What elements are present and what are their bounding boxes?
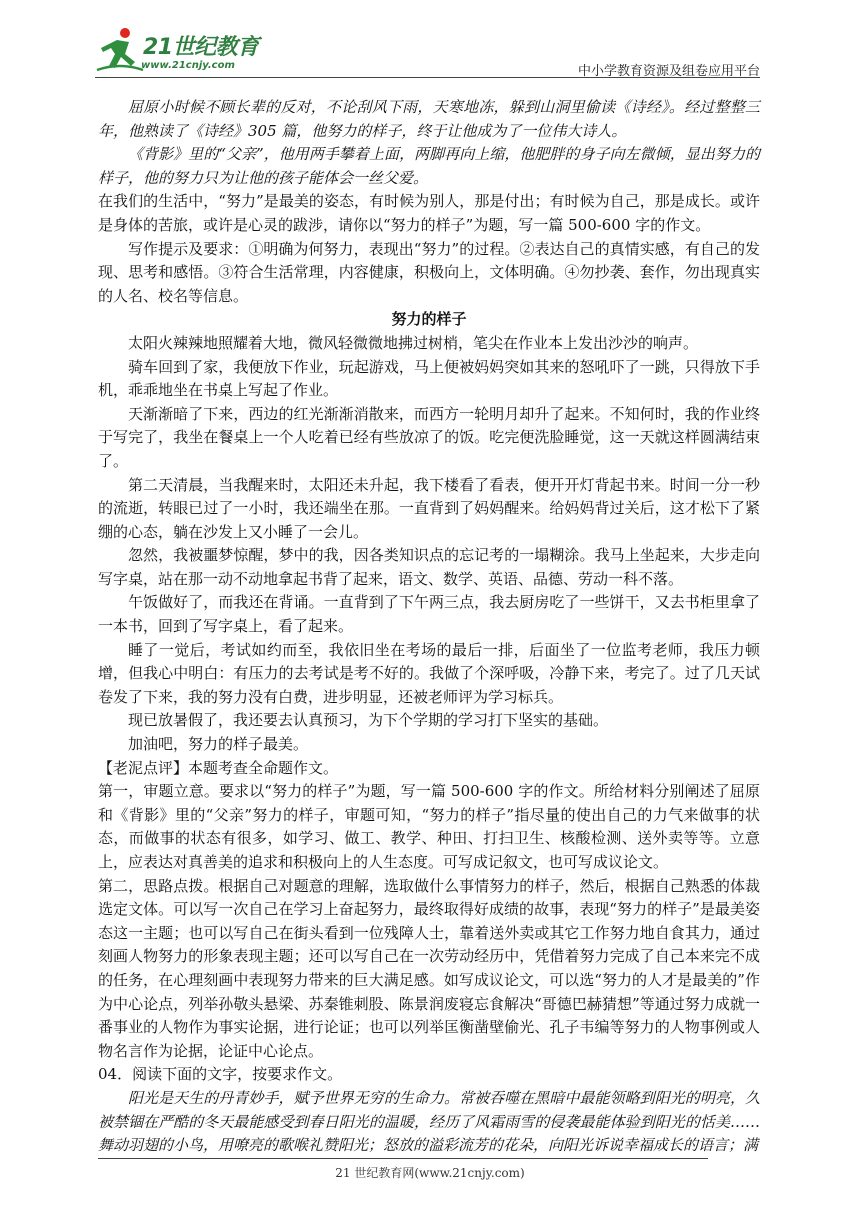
header-divider (95, 77, 760, 78)
paragraph: 《背影》里的“父亲”，他用两手攀着上面，两脚再向上缩，他肥胖的身子向左微倾，显出努力的样子，他的努力只为让他的孩子能体会一丝父爱。 (98, 145, 760, 187)
document-body (98, 96, 760, 1158)
paragraph: 在我们的生活中，“努力”是最美的姿态，有时候为别人，那是付出；有时候为自己，那是成长。或许是身体的苦旅，或许是心灵的跋涉，请你以“努力的样子”为题，写一篇 500-600 字的作文。 (98, 192, 760, 234)
logo-text: 21世纪教育 (143, 35, 259, 60)
paragraph: 加油吧，努力的样子最美。 (128, 735, 309, 754)
paragraph: 太阳火辣辣地照耀着大地，微风轻微微地拂过树梢，笔尖在作业本上发出沙沙的响声。 (128, 333, 699, 352)
paragraph: 天渐渐暗了下来，西边的红光渐渐消散来，而西方一轮明月却升了起来。不知何时，我的作业终于写完了，我坐在餐桌上一个人吃着已经有些放凉了的饭。吃完便洗脸睡觉，这一天就这样圆满结束了。 (98, 404, 760, 470)
essay-title: 努力的样子 (391, 310, 467, 329)
paragraph: 第一，审题立意。要求以“努力的样子”为题，写一篇 500-600 字的作文。所给材料分别阐述了屈原和《背影》里的“父亲”努力的样子，审题可知，“努力的样子”指尽量的使出自己的力气来做事的状态，而做事的状态有很多，如学习、做工、教学、种田、打扫卫生、核酸检测、送外卖等等。立意上，应表达对真善美的追求和积极向上的人生态度。可写成记叙文，也可写成议论文。 (98, 782, 760, 871)
paragraph: 第二，思路点拨。根据自己对题意的理解，选取做什么事情努力的样子，然后，根据自己熟悉的体裁选定文体。可以写一次自己在学习上奋起努力，最终取得好成绩的故事，表现“努力的样子”是最美姿态这一主题；也可以写自己在街头看到一位残障人士，靠着送外卖或其它工作努力地自食其力，通过刻画人物努力的形象表现主题；还可以写自己在一次劳动经历中，凭借着努力完成了自己本来完不成的任务，在心理刻画中表现努力带来的巨大满足感。如写成议论文，可以选“努力的人才是最美的”作为中心论点，列举孙敬头悬梁、苏秦锥刺股、陈景润废寝忘食解决“哥德巴赫猜想”等通过努力成就一番事业的人物作为事实论据，进行论证；也可以列举匡衡凿壁偷光、孔子韦编等努力的人物事例或人物名言作为论据，论证中心论点。 (98, 876, 760, 1060)
platform-name: 中小学教育资源及组卷应用平台 (577, 64, 760, 79)
paragraph: 睡了一觉后，考试如约而至，我依旧坐在考场的最后一排，后面坐了一位监考老师，我压力顿增，但我心中明白：有压力的去考试是考不好的。我做了个深呼吸，冷静下来，考完了。过了几天试卷发了下来，我的努力没有白费，进步明显，还被老师评为学习标兵。 (98, 640, 760, 706)
page-footer: 21 世纪教育网(www.21cnjy.com) (335, 1166, 525, 1180)
paragraph: 第二天清晨，当我醒来时，太阳还未升起，我下楼看了看表，便开开灯背起书来。时间一分一秒的流逝，转眼已过了一小时，我还端坐在那。一直背到了妈妈醒来。给妈妈背过关后，这才松下了紧绷的心态，躺在沙发上又小睡了一会儿。 (98, 475, 760, 541)
site-logo (95, 22, 265, 78)
paragraph: 【老泥点评】本题考查全命题作文。 (98, 758, 339, 777)
footer-divider (98, 1158, 708, 1159)
page-header (95, 22, 760, 78)
runner-logo-icon (95, 26, 145, 76)
logo-url: www.21cnjy.com (141, 60, 235, 71)
paragraph: 04．阅读下面的文字，按要求作文。 (98, 1065, 343, 1084)
paragraph: 屈原小时候不顾长辈的反对，不论刮风下雨，天寒地冻，躲到山洞里偷读《诗经》。经过整整三年，他熟读了《诗经》305 篇，他努力的样子，终于让他成为了一位伟大诗人。 (98, 98, 760, 140)
paragraph: 午饭做好了，而我还在背诵。一直背到了下午两三点，我去厨房吃了一些饼干，又去书柜里拿了一本书，回到了写字桌上，看了起来。 (98, 593, 760, 636)
paragraph: 忽然，我被噩梦惊醒，梦中的我，因各类知识点的忘记考的一塌糊涂。我马上坐起来，大步走向写字桌，站在那一动不动地拿起书背了起来，语文、数学、英语、品德、劳动一科不落。 (98, 546, 760, 588)
paragraph: 现已放暑假了，我还要去认真预习，为下个学期的学习打下坚实的基础。 (128, 711, 609, 730)
paragraph: 写作提示及要求：①明确为何努力，表现出“努力”的过程。②表达自己的真情实感，有自己的发现、思考和感悟。③符合生活常理，内容健康，积极向上，文体明确。④勿抄袭、套作，勿出现真实的人名、校名等信息。 (98, 239, 760, 305)
paragraph: 阳光是天生的丹青妙手，赋予世界无穷的生命力。常被吞噬在黑暗中最能领略到阳光的明亮，久被禁锢在严酷的冬天最能感受到春日阳光的温暖，经历了风霜雨雪的侵袭最能体验到阳光的恬美……舞动羽翅的小鸟，用嘹亮的歌喉礼赞阳光；怒放的溢彩流芳的花朵，向阳光诉说幸福成长的语言；满 (98, 1088, 760, 1155)
paragraph: 骑车回到了家，我便放下作业，玩起游戏，马上便被妈妈突如其来的怒吼吓了一跳，只得放下手机，乖乖地坐在书桌上写起了作业。 (98, 357, 760, 400)
